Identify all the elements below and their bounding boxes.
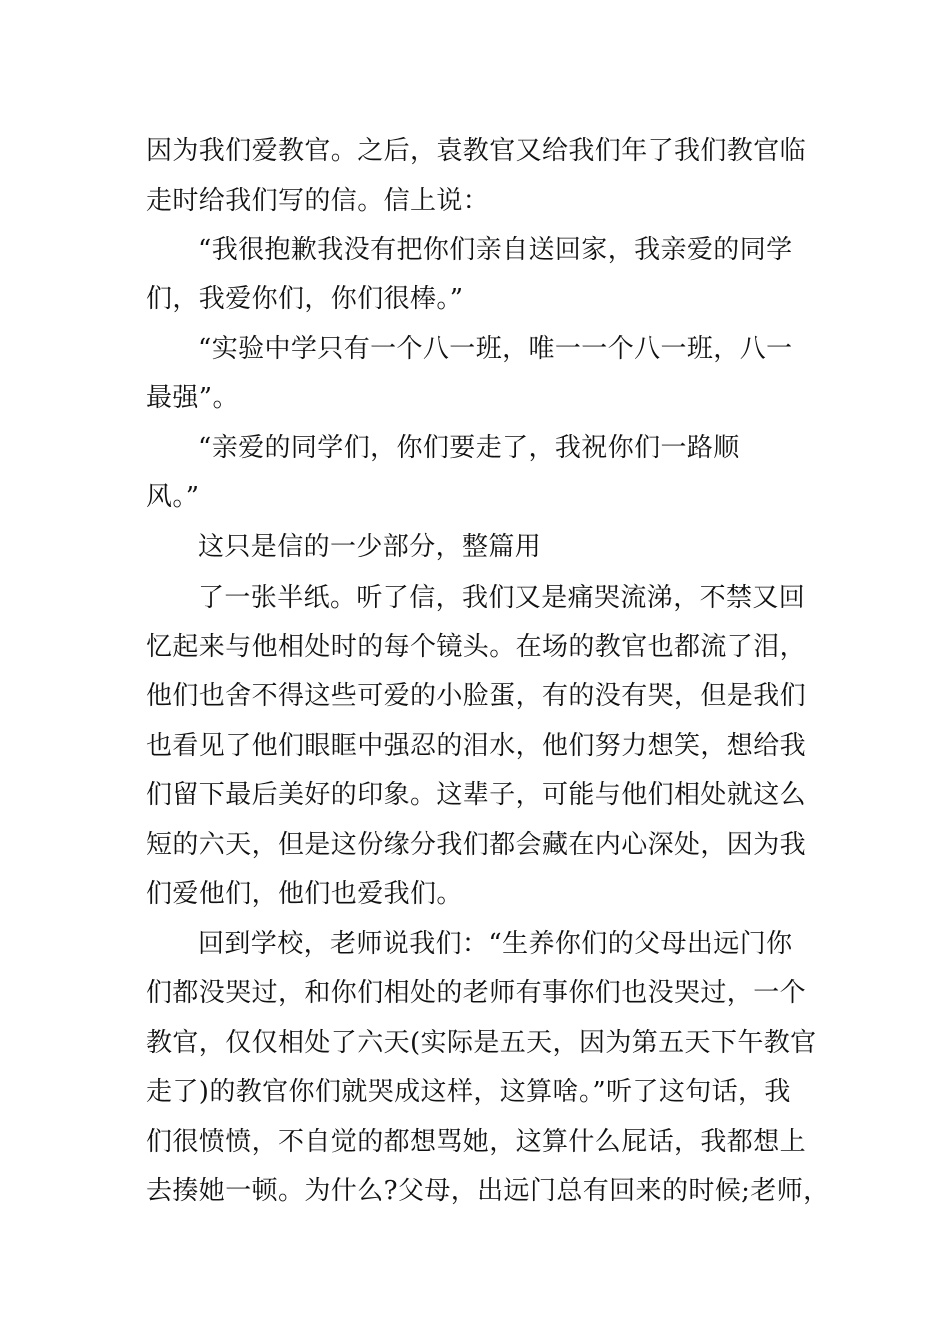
text-line: 们留下最后美好的印象。这辈子，可能与他们相处就这么 [146, 780, 807, 810]
text-line: “亲爱的同学们，你们要走了，我祝你们一路顺 [198, 433, 740, 463]
text-line: 去揍她一顿。为什么?父母，出远门总有回来的时候;老师， [146, 1176, 830, 1206]
text-line: 了一张半纸。听了信，我们又是痛哭流涕，不禁又回 [198, 583, 806, 613]
text-line: 短的六天，但是这份缘分我们都会藏在内心深处，因为我 [146, 830, 807, 860]
text-line: 他们也舍不得这些可爱的小脸蛋，有的没有哭，但是我们 [146, 681, 807, 711]
text-line: 们都没哭过，和你们相处的老师有事你们也没哭过，一个 [146, 978, 807, 1008]
text-line: 回到学校，老师说我们：“生养你们的父母出远门你 [198, 929, 793, 959]
text-line: 也看见了他们眼眶中强忍的泪水，他们努力想笑，想给我 [146, 731, 807, 761]
text-line: 们，我爱你们，你们很棒。” [146, 284, 464, 314]
text-line: 走时给我们写的信。信上说： [146, 186, 490, 216]
text-line: 忆起来与他相处时的每个镜头。在场的教官也都流了泪， [146, 632, 807, 662]
text-line: 风。” [146, 482, 200, 512]
text-line: “我很抱歉我没有把你们亲自送回家，我亲爱的同学 [198, 235, 793, 265]
text-line: 们爱他们，他们也爱我们。 [146, 879, 463, 909]
text-line: 们很愤愤，不自觉的都想骂她，这算什么屁话，我都想上 [146, 1127, 807, 1157]
text-line: 最强”。 [146, 383, 239, 413]
text-line: 这只是信的一少部分，整篇用 [198, 532, 542, 562]
text-line: 教官，仅仅相处了六天(实际是五天，因为第五天下午教官 [146, 1028, 817, 1058]
text-line: 因为我们爱教官。之后，袁教官又给我们年了我们教官临 [146, 136, 807, 166]
text-line: “实验中学只有一个八一班，唯一一个八一班，八一 [198, 334, 793, 364]
text-line: 走了)的教官你们就哭成这样，这算啥。”听了这句话，我 [146, 1077, 791, 1107]
